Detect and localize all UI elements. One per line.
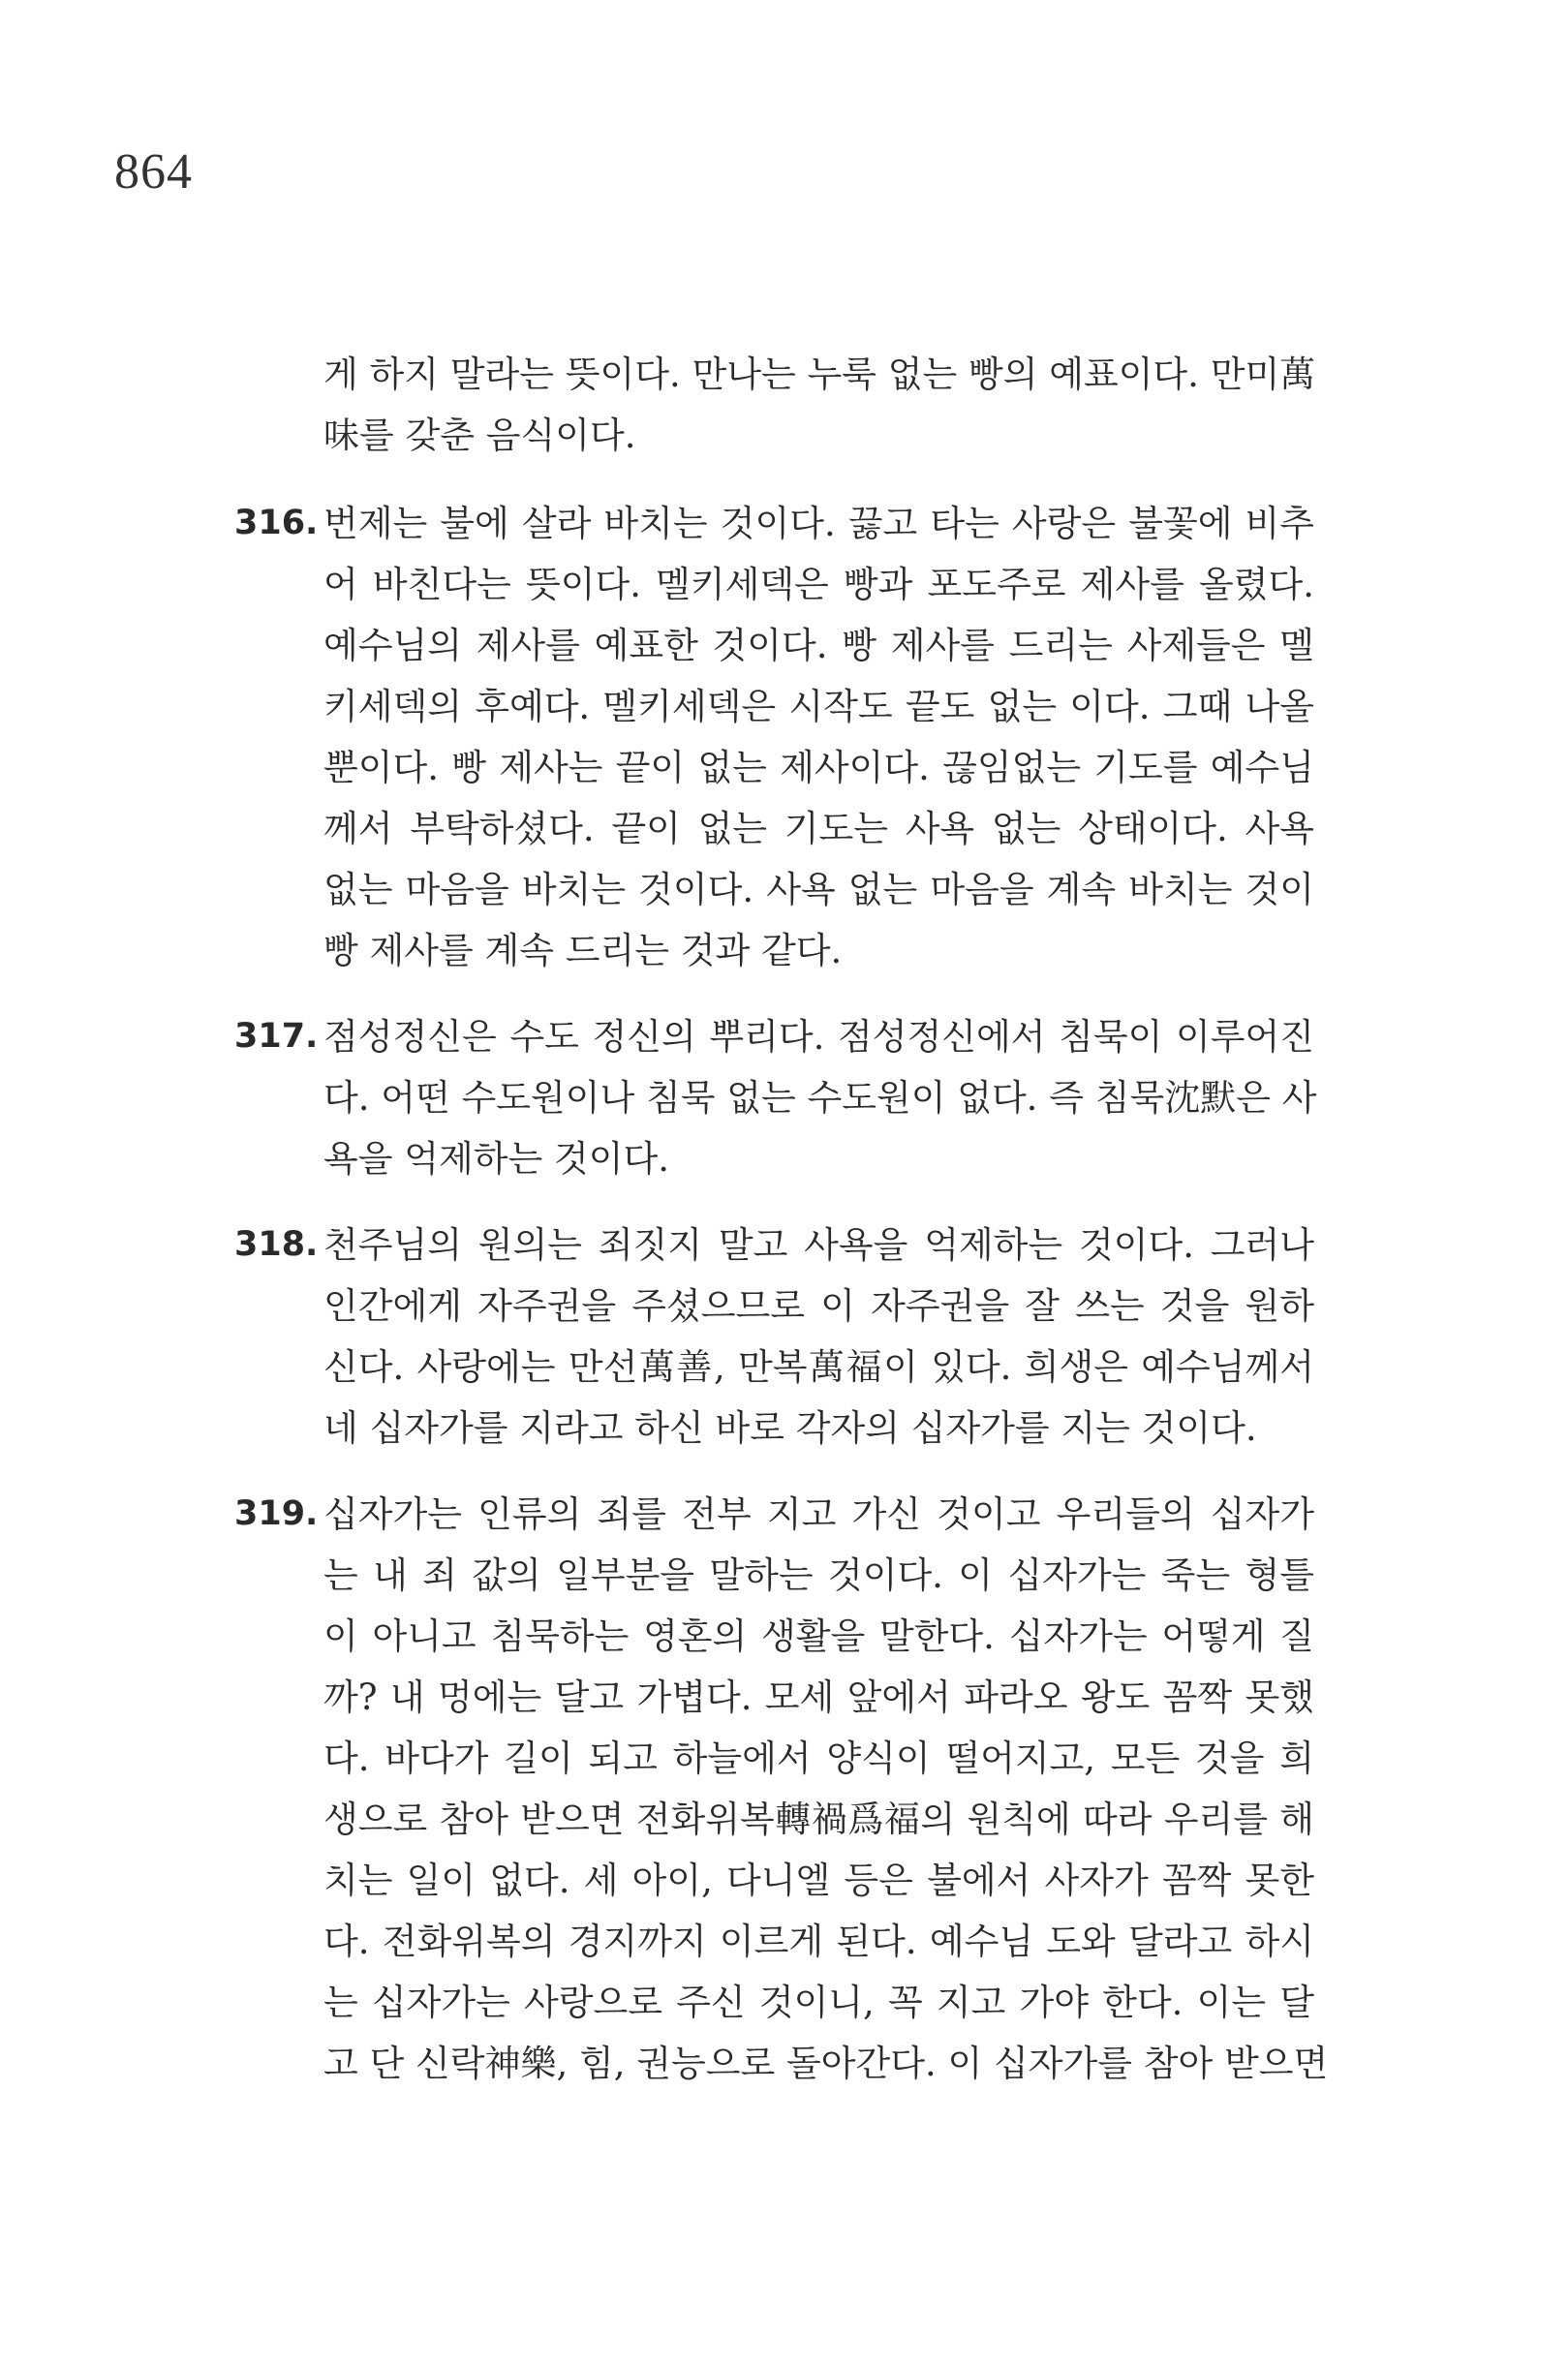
text-line: 어 바친다는 뜻이다. 멜키세덱은 빵과 포도주로 제사를 올렸다. <box>323 564 1314 605</box>
text-line: 味를 갖춘 음식이다. <box>323 415 636 456</box>
text-line: 욕을 억제하는 것이다. <box>323 1138 669 1180</box>
page-body <box>234 344 1329 2119</box>
text-line: 치는 일이 없다. 세 아이, 다니엘 등은 불에서 사자가 꼼짝 못한 <box>323 1860 1314 1901</box>
text-line: 이 아니고 침묵하는 영혼의 생활을 말한다. 십자가는 어떻게 질 <box>323 1615 1314 1657</box>
text-line: 번제는 불에 살라 바치는 것이다. 끓고 타는 사랑은 불꽃에 비추 <box>323 503 1314 544</box>
paragraph-number: 319. <box>234 1494 319 1533</box>
text-line: 천주님의 원의는 죄짓지 말고 사욕을 억제하는 것이다. 그러나 <box>323 1224 1314 1266</box>
text-line: 까? 내 멍에는 달고 가볍다. 모세 앞에서 파라오 왕도 꼼짝 못했 <box>323 1676 1314 1718</box>
text-line: 없는 마음을 바치는 것이다. 사욕 없는 마음을 계속 바치는 것이 <box>323 869 1314 910</box>
paragraph-number: 318. <box>234 1225 319 1264</box>
text-line: 고 단 신락神樂, 힘, 권능으로 돌아간다. 이 십자가를 참아 받으면 <box>323 2043 1329 2084</box>
text-line: 다. 바다가 길이 되고 하늘에서 양식이 떨어지고, 모든 것을 희 <box>323 1738 1314 1779</box>
paragraph-316 <box>234 493 1314 981</box>
text-line: 키세덱의 후예다. 멜키세덱은 시작도 끝도 없는 이다. 그때 나올 <box>323 686 1314 727</box>
paragraph-continuation <box>234 344 1314 466</box>
text-line: 점성정신은 수도 정신의 뿌리다. 점성정신에서 침묵이 이루어진 <box>323 1016 1314 1058</box>
text-line: 네 십자가를 지라고 하신 바로 각자의 십자가를 지는 것이다. <box>323 1407 1257 1449</box>
text-line: 예수님의 제사를 예표한 것이다. 빵 제사를 드리는 사제들은 멜 <box>323 625 1314 666</box>
text-line: 다. 어떤 수도원이나 침묵 없는 수도원이 없다. 즉 침묵沈默은 사 <box>323 1077 1317 1119</box>
text-line: 인간에게 자주권을 주셨으므로 이 자주권을 잘 쓰는 것을 원하 <box>323 1285 1314 1327</box>
paragraph-number: 317. <box>234 1017 319 1056</box>
text-line: 는 내 죄 값의 일부분을 말하는 것이다. 이 십자가는 죽는 형틀 <box>323 1554 1314 1596</box>
text-line: 다. 전화위복의 경지까지 이르게 된다. 예수님 도와 달라고 하시 <box>323 1921 1314 1962</box>
paragraph-319 <box>234 1484 1329 2094</box>
text-line: 빵 제사를 계속 드리는 것과 같다. <box>323 930 843 971</box>
text-line: 께서 부탁하셨다. 끝이 없는 기도는 사욕 없는 상태이다. 사욕 <box>323 808 1314 849</box>
text-line: 뿐이다. 빵 제사는 끝이 없는 제사이다. 끊임없는 기도를 예수님 <box>323 747 1314 788</box>
paragraph-317 <box>234 1006 1317 1189</box>
text-line: 신다. 사랑에는 만선萬善, 만복萬福이 있다. 희생은 예수님께서 <box>323 1346 1314 1388</box>
text-line: 게 하지 말라는 뜻이다. 만나는 누룩 없는 빵의 예표이다. 만미萬 <box>323 354 1316 395</box>
paragraph-318 <box>234 1215 1314 1459</box>
paragraph-number: 316. <box>234 504 319 542</box>
page-number: 864 <box>114 144 193 200</box>
text-line: 십자가는 인류의 죄를 전부 지고 가신 것이고 우리들의 십자가 <box>323 1493 1314 1535</box>
text-line: 생으로 참아 받으면 전화위복轉禍爲福의 원칙에 따라 우리를 해 <box>323 1799 1314 1840</box>
text-line: 는 십자가는 사랑으로 주신 것이니, 꼭 지고 가야 한다. 이는 달 <box>323 1982 1314 2023</box>
